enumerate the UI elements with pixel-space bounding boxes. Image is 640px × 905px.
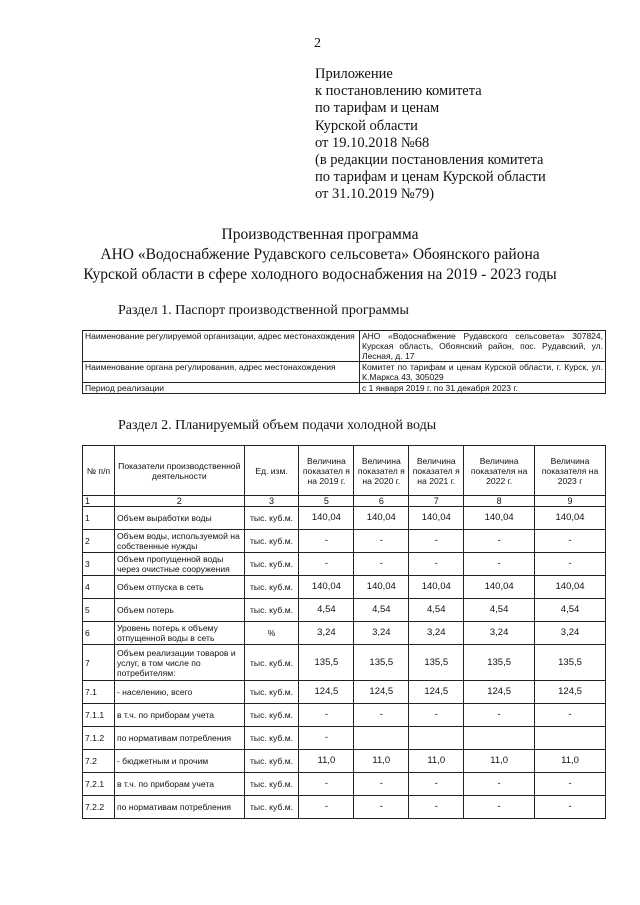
value-cell: 140,04 xyxy=(354,507,409,530)
table-row xyxy=(83,750,606,773)
value-cell: 11,0 xyxy=(464,750,535,773)
row-number: 7.2.1 xyxy=(83,773,115,796)
value-cell: - xyxy=(354,704,409,727)
column-number: 2 xyxy=(114,496,244,507)
indicator-name: Объем пропущенной воды через очистные сооружения xyxy=(114,553,244,576)
appendix-line: по тарифам и ценам Курской области xyxy=(315,169,546,186)
value-cell xyxy=(535,727,606,750)
value-cell: 140,04 xyxy=(409,576,464,599)
value-cell xyxy=(409,727,464,750)
passport-value: АНО «Водоснабжение Рудавского сельсовета» 307824, Курская область, Обоянский район, пос. Рудавский, ул. Лесная, д. 17 xyxy=(360,331,606,362)
value-cell: - xyxy=(409,704,464,727)
row-number: 7.2.2 xyxy=(83,796,115,819)
column-number: 7 xyxy=(409,496,464,507)
column-number: 6 xyxy=(354,496,409,507)
table-row xyxy=(83,773,606,796)
indicator-name: Объем отпуска в сеть xyxy=(114,576,244,599)
value-cell: 4,54 xyxy=(464,599,535,622)
value-cell: 124,5 xyxy=(535,681,606,704)
table-row xyxy=(83,331,606,362)
value-cell: - xyxy=(464,530,535,553)
title-line: Курской области в сфере холодного водоснабжения на 2019 - 2023 годы xyxy=(83,266,557,283)
appendix-line: от 19.10.2018 №68 xyxy=(315,134,430,151)
value-cell: 135,5 xyxy=(409,645,464,681)
appendix-line: по тарифам и ценам xyxy=(315,100,440,117)
value-cell: - xyxy=(299,727,354,750)
row-number: 6 xyxy=(83,622,115,645)
column-number: 8 xyxy=(464,496,535,507)
value-cell: 4,54 xyxy=(299,599,354,622)
passport-table xyxy=(82,330,606,394)
unit-cell: тыс. куб.м. xyxy=(244,796,299,819)
document-title xyxy=(40,225,600,285)
indicator-name: Уровень потерь к объему отпущенной воды в сеть xyxy=(114,622,244,645)
column-header: Ед. изм. xyxy=(244,446,299,496)
column-number: 3 xyxy=(244,496,299,507)
table-row xyxy=(83,507,606,530)
row-number: 7.1 xyxy=(83,681,115,704)
row-number: 7.1.1 xyxy=(83,704,115,727)
value-cell: 140,04 xyxy=(535,507,606,530)
value-cell: - xyxy=(354,796,409,819)
passport-label: Наименование регулируемой организации, адрес местонахождения xyxy=(83,331,360,362)
value-cell: - xyxy=(299,796,354,819)
appendix-line: к постановлению комитета xyxy=(315,83,482,100)
column-number-row xyxy=(83,496,606,507)
value-cell: 124,5 xyxy=(299,681,354,704)
row-number: 7 xyxy=(83,645,115,681)
table-row xyxy=(83,576,606,599)
value-cell: - xyxy=(464,553,535,576)
column-header: Величина показател я на 2019 г. xyxy=(299,446,354,496)
value-cell: - xyxy=(299,773,354,796)
indicator-name: - бюджетным и прочим xyxy=(114,750,244,773)
value-cell: - xyxy=(535,704,606,727)
unit-cell: тыс. куб.м. xyxy=(244,553,299,576)
row-number: 7.1.2 xyxy=(83,727,115,750)
value-cell: 3,24 xyxy=(354,622,409,645)
table-row xyxy=(83,704,606,727)
value-cell: 3,24 xyxy=(409,622,464,645)
value-cell: - xyxy=(409,553,464,576)
appendix-line: (в редакции постановления комитета xyxy=(315,152,544,169)
indicator-name: в т.ч. по приборам учета xyxy=(114,773,244,796)
table-row xyxy=(83,383,606,394)
unit-cell: % xyxy=(244,622,299,645)
value-cell: 11,0 xyxy=(535,750,606,773)
indicator-name: по нормативам потребления xyxy=(114,727,244,750)
unit-cell: тыс. куб.м. xyxy=(244,507,299,530)
indicator-name: Объем выработки воды xyxy=(114,507,244,530)
value-cell: - xyxy=(354,530,409,553)
column-header: Величина показателя на 2023 г xyxy=(535,446,606,496)
unit-cell: тыс. куб.м. xyxy=(244,599,299,622)
value-cell: - xyxy=(535,553,606,576)
appendix-line: Приложение xyxy=(315,66,393,82)
value-cell: 135,5 xyxy=(299,645,354,681)
value-cell: - xyxy=(535,796,606,819)
value-cell: 124,5 xyxy=(354,681,409,704)
value-cell: 135,5 xyxy=(464,645,535,681)
value-cell: 140,04 xyxy=(535,576,606,599)
row-number: 4 xyxy=(83,576,115,599)
value-cell: 11,0 xyxy=(354,750,409,773)
row-number: 7.2 xyxy=(83,750,115,773)
row-number: 2 xyxy=(83,530,115,553)
column-number: 5 xyxy=(299,496,354,507)
table-row xyxy=(83,681,606,704)
column-header: № п/п xyxy=(83,446,115,496)
value-cell xyxy=(354,727,409,750)
value-cell: 135,5 xyxy=(354,645,409,681)
row-number: 3 xyxy=(83,553,115,576)
value-cell: - xyxy=(354,773,409,796)
value-cell: - xyxy=(464,796,535,819)
volume-table xyxy=(82,445,606,819)
table-row xyxy=(83,553,606,576)
value-cell: 3,24 xyxy=(299,622,354,645)
column-header: Показатели производственной деятельности xyxy=(114,446,244,496)
table-row xyxy=(83,622,606,645)
unit-cell: тыс. куб.м. xyxy=(244,704,299,727)
page-number: 2 xyxy=(314,36,321,51)
indicator-name: по нормативам потребления xyxy=(114,796,244,819)
unit-cell: тыс. куб.м. xyxy=(244,530,299,553)
column-header: Величина показател я на 2021 г. xyxy=(409,446,464,496)
value-cell: - xyxy=(464,773,535,796)
value-cell: 135,5 xyxy=(535,645,606,681)
section1-heading: Раздел 1. Паспорт производственной программы xyxy=(118,303,409,318)
row-number: 1 xyxy=(83,507,115,530)
value-cell: 11,0 xyxy=(409,750,464,773)
value-cell: - xyxy=(299,704,354,727)
column-header: Величина показателя на 2022 г. xyxy=(464,446,535,496)
unit-cell: тыс. куб.м. xyxy=(244,576,299,599)
value-cell: 140,04 xyxy=(299,576,354,599)
value-cell: 4,54 xyxy=(354,599,409,622)
value-cell: 140,04 xyxy=(464,507,535,530)
column-number: 9 xyxy=(535,496,606,507)
section2-heading: Раздел 2. Планируемый объем подачи холодной воды xyxy=(118,418,437,433)
value-cell: 4,54 xyxy=(409,599,464,622)
column-header: Величина показател я на 2020 г. xyxy=(354,446,409,496)
value-cell: 124,5 xyxy=(409,681,464,704)
passport-label: Период реализации xyxy=(83,383,360,394)
indicator-name: Объем воды, используемой на собственные нужды xyxy=(114,530,244,553)
indicator-name: в т.ч. по приборам учета xyxy=(114,704,244,727)
appendix-header xyxy=(315,66,615,204)
appendix-line: от 31.10.2019 №79) xyxy=(315,186,435,203)
passport-value: Комитет по тарифам и ценам Курской области, г. Курск, ул. К.Маркса 43, 305029 xyxy=(360,362,606,383)
title-line: Производственная программа xyxy=(221,226,419,243)
indicator-name: - населению, всего xyxy=(114,681,244,704)
header-row xyxy=(83,446,606,496)
title-line: АНО «Водоснабжение Рудавского сельсовета» Обоянского района xyxy=(100,246,540,263)
value-cell: 140,04 xyxy=(354,576,409,599)
indicator-name: Объем потерь xyxy=(114,599,244,622)
appendix-line: Курской области xyxy=(315,117,418,134)
table-row xyxy=(83,796,606,819)
value-cell: - xyxy=(299,553,354,576)
unit-cell: тыс. куб.м. xyxy=(244,750,299,773)
value-cell: 11,0 xyxy=(299,750,354,773)
unit-cell: тыс. куб.м. xyxy=(244,727,299,750)
value-cell: - xyxy=(409,530,464,553)
volume-table-body xyxy=(83,507,606,819)
table-row xyxy=(83,362,606,383)
value-cell: 140,04 xyxy=(464,576,535,599)
table-row xyxy=(83,599,606,622)
row-number: 5 xyxy=(83,599,115,622)
unit-cell: тыс. куб.м. xyxy=(244,773,299,796)
unit-cell: тыс. куб.м. xyxy=(244,645,299,681)
value-cell: 124,5 xyxy=(464,681,535,704)
table-row xyxy=(83,530,606,553)
value-cell: - xyxy=(464,704,535,727)
value-cell: - xyxy=(535,530,606,553)
value-cell: 4,54 xyxy=(535,599,606,622)
value-cell: 3,24 xyxy=(464,622,535,645)
value-cell: 140,04 xyxy=(299,507,354,530)
column-number: 1 xyxy=(83,496,115,507)
value-cell: 140,04 xyxy=(409,507,464,530)
table-row xyxy=(83,645,606,681)
passport-value: с 1 января 2019 г. по 31 декабря 2023 г. xyxy=(360,383,606,394)
value-cell: - xyxy=(409,796,464,819)
value-cell: - xyxy=(535,773,606,796)
value-cell: - xyxy=(409,773,464,796)
passport-label: Наименование органа регулирования, адрес местонахождения xyxy=(83,362,360,383)
indicator-name: Объем реализации товаров и услуг, в том числе по потребителям: xyxy=(114,645,244,681)
value-cell: - xyxy=(354,553,409,576)
unit-cell: тыс. куб.м. xyxy=(244,681,299,704)
table-row xyxy=(83,727,606,750)
value-cell xyxy=(464,727,535,750)
value-cell: - xyxy=(299,530,354,553)
value-cell: 3,24 xyxy=(535,622,606,645)
